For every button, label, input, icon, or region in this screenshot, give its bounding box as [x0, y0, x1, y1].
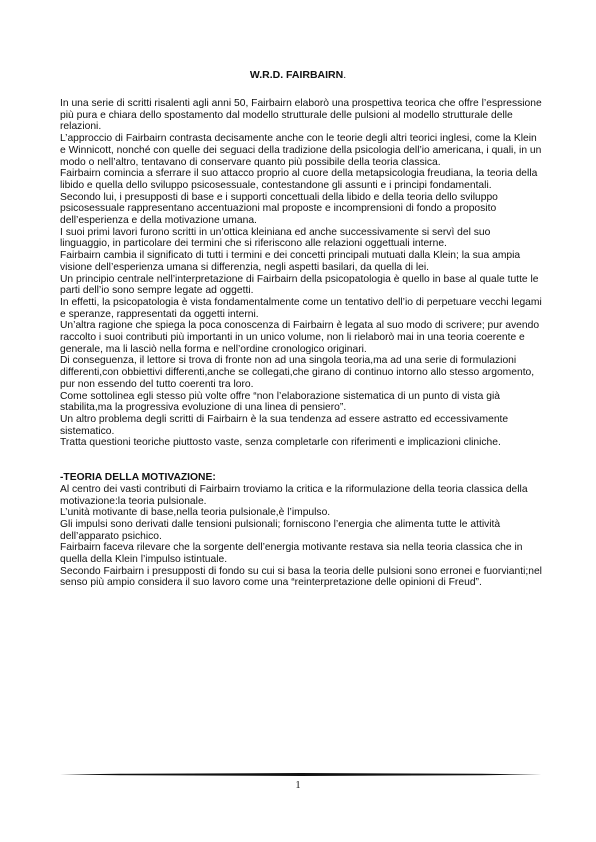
paragraph: In effetti, la psicopatologia è vista fondamentalmente come un tentativo dell’io di perpetuare vecchi legami e speranze, rappresentati da oggetti interni.	[60, 296, 542, 320]
paragraph: Secondo lui, i presupposti di base e i supporti concettuali della libido e della teoria dello sviluppo psicosessuale rappresentano accentuazioni mal proposte e incomprensioni di fondo a proposito dell’esperienza e della motivazione umana.	[60, 191, 498, 227]
paragraph: Fairbairn faceva rilevare che la sorgente dell’energia motivante restava sia nella teoria classica che in quella della Klein l’impulso istintuale.	[60, 542, 523, 566]
paragraph: Tratta questioni teoriche piuttosto vaste, senza completarle con riferimenti e implicazioni cliniche.	[60, 437, 501, 449]
paragraph: Un altro problema degli scritti di Fairbairn è la sua tendenza ad essere astratto ed eccessivamente sistematico.	[60, 413, 509, 437]
section-heading: -TEORIA DELLA MOTIVAZIONE:	[60, 472, 216, 484]
footer-divider	[60, 773, 542, 776]
paragraph: Un principio centrale nell’interpretazione di Fairbairn della psicopatologia è quello in base al quale tutte le parti dell’io sono sempre legate ad oggetti.	[60, 273, 539, 297]
paragraph: Fairbairn comincia a sferrare il suo attacco proprio al cuore della metapsicologia freudiana, la teoria della libido e quella dello sviluppo psicosessuale, contestandone gli assunti e i principi fondamentali.	[60, 168, 538, 191]
footer-divider-line	[60, 773, 542, 776]
paragraph: Di conseguenza, il lettore si trova di fronte non ad una singola teoria,ma ad una serie di formulazioni differenti,con obbiettivi differenti,anche se collegati,che girano di continuo intorno allo stesso argomento, pur non essendo del tutto coerenti tra loro.	[60, 355, 535, 390]
page-number: 1	[295, 780, 301, 791]
title-text: W.R.D. FAIRBAIRN	[249, 69, 344, 81]
paragraph: L’approccio di Fairbairn contrasta decisamente anche con le teorie degli altri teorici inglesi, come la Klein e Winnicott, nonché con quelle dei seguaci della tradizione della psicologia dell’io americana, i quali, in un modo o nell’altro, tentavano di conservare quanto più possibile della teoria classica.	[60, 133, 542, 168]
paragraph: Come sottolinea egli stesso più volte offre “non l’elaborazione sistematica di un punto di vista già stabilita,ma la progressiva evoluzione di una linea di pensiero”.	[60, 390, 500, 414]
paragraph: Secondo Fairbairn i presupposti di fondo su cui si basa la teoria delle pulsioni sono erronei e fuorvianti;nel senso più ampio considera il suo lavoro come una “reinterpretazione delle opinioni di Freud”.	[60, 565, 542, 589]
title-period: .	[343, 69, 347, 81]
paragraph: Al centro dei vasti contributi di Fairbairn troviamo la critica e la riformulazione della teoria classica della motivazione:la teoria pulsionale.	[60, 483, 528, 507]
paragraph: I suoi primi lavori furono scritti in un’ottica kleiniana ed anche successivamente si servì del suo linguaggio, in particolare dei termini che si riferiscono alle relazioni oggettuali interne.	[60, 226, 491, 250]
document-title	[0, 69, 596, 82]
paragraph: Gli impulsi sono derivati dalle tensioni pulsionali; forniscono l’energia che alimenta tutte le attività dell’apparato psichico.	[60, 518, 501, 542]
paragraph: L’unità motivante di base,nella teoria pulsionale,è l’impulso.	[60, 507, 331, 519]
section-spacer	[60, 449, 542, 472]
paragraph: Un’altra ragione che spiega la poca conoscenza di Fairbairn è legata al suo modo di scrivere; pur avendo raccolto i suoi contributi più importanti in un unico volume, non li rielaborò mai in una teoria coerente e generale, ma li lasciò nella forma e nell’ordine cronologico originari.	[60, 320, 540, 355]
paragraph: Fairbairn cambia il significato di tutti i termini e dei concetti principali mutuati dalla Klein; la sua ampia visione dell’esperienza umana si differenzia, negli aspetti basilari, da quella di lei.	[60, 250, 521, 273]
document-body	[60, 98, 542, 589]
paragraph: In una serie di scritti risalenti agli anni 50, Fairbairn elaborò una prospettiva teorica che offre l’espressione più pura e chiara dello spostamento dal modello strutturale delle pulsioni al modello strutturale delle relazioni.	[60, 98, 542, 133]
